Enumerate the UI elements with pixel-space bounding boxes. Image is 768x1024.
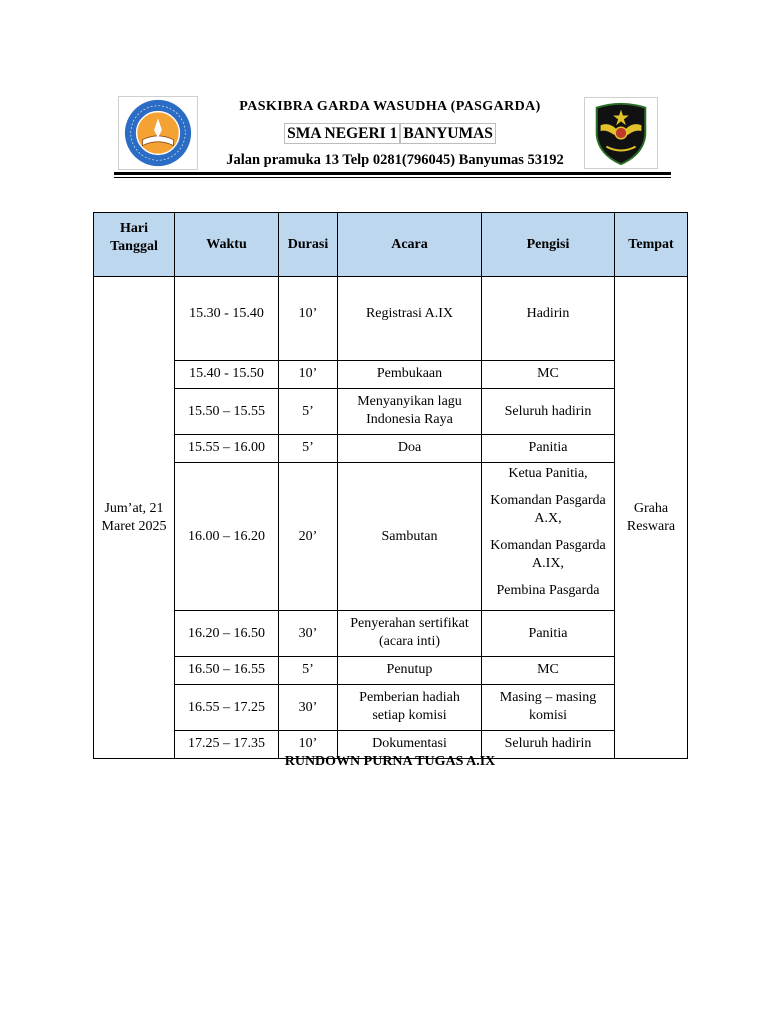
pengisi-cell: Panitia [482, 435, 615, 463]
school-address: Jalan pramuka 13 Telp 0281(796045) Banyumas 53192 [226, 152, 564, 168]
table-row [94, 361, 688, 389]
pengisi-item: Komandan Pasgarda A.IX, [490, 538, 606, 571]
waktu-cell: 17.25 – 17.35 [175, 731, 279, 759]
header-hari-tanggal: Hari Tanggal [94, 213, 175, 277]
pengisi-cell: Seluruh hadirin [482, 731, 615, 759]
rundown-table [93, 212, 688, 759]
table-header-row [94, 213, 688, 277]
waktu-cell: 16.00 – 16.20 [175, 463, 279, 611]
durasi-cell: 20’ [279, 463, 338, 611]
pengisi-cell [482, 463, 615, 611]
acara-cell: Registrasi A.IX [338, 277, 482, 361]
acara-cell: Doa [338, 435, 482, 463]
table-row [94, 277, 688, 361]
waktu-cell: 16.55 – 17.25 [175, 685, 279, 731]
waktu-cell: 16.50 – 16.55 [175, 657, 279, 685]
pengisi-cell: Seluruh hadirin [482, 389, 615, 435]
letterhead-divider [114, 172, 671, 175]
durasi-cell: 5’ [279, 435, 338, 463]
header-tempat: Tempat [615, 213, 688, 277]
tempat-cell: Graha Reswara [615, 277, 688, 759]
hari-tanggal-cell: Jum’at, 21 Maret 2025 [94, 277, 175, 759]
school-name [200, 125, 580, 143]
acara-cell: Menyanyikan lagu Indonesia Raya [338, 389, 482, 435]
pengisi-cell: MC [482, 361, 615, 389]
waktu-cell: 15.30 - 15.40 [175, 277, 279, 361]
header-durasi: Durasi [279, 213, 338, 277]
acara-cell: Penyerahan sertifikat (acara inti) [338, 611, 482, 657]
durasi-cell: 30’ [279, 611, 338, 657]
school-name-part2: BANYUMAS [400, 123, 496, 144]
pengisi-item: Komandan Pasgarda A.X, [490, 493, 606, 526]
letterhead-divider-thin [114, 177, 671, 178]
waktu-cell: 15.40 - 15.50 [175, 361, 279, 389]
table-caption: RUNDOWN PURNA TUGAS A.IX [284, 754, 496, 769]
pengisi-item: Ketua Panitia, [508, 466, 588, 481]
acara-cell: Sambutan [338, 463, 482, 611]
acara-cell: Pembukaan [338, 361, 482, 389]
header-acara: Acara [338, 213, 482, 277]
table-row [94, 389, 688, 435]
table-row [94, 435, 688, 463]
table-row [94, 611, 688, 657]
table-row [94, 657, 688, 685]
acara-cell: Pemberian hadiah setiap komisi [338, 685, 482, 731]
pasgarda-shield-icon [585, 98, 657, 168]
header-pengisi: Pengisi [482, 213, 615, 277]
pengisi-item: Pembina Pasgarda [496, 583, 600, 598]
acara-cell: Dokumentasi [338, 731, 482, 759]
table-row [94, 685, 688, 731]
durasi-cell: 10’ [279, 731, 338, 759]
durasi-cell: 5’ [279, 389, 338, 435]
durasi-cell: 30’ [279, 685, 338, 731]
table-row [94, 463, 688, 611]
school-logo [118, 96, 198, 170]
durasi-cell: 10’ [279, 277, 338, 361]
school-name-part1: SMA NEGERI 1 [284, 123, 400, 144]
pengisi-cell: MC [482, 657, 615, 685]
durasi-cell: 10’ [279, 361, 338, 389]
acara-cell: Penutup [338, 657, 482, 685]
waktu-cell: 15.55 – 16.00 [175, 435, 279, 463]
waktu-cell: 15.50 – 15.55 [175, 389, 279, 435]
header-waktu: Waktu [175, 213, 279, 277]
pengisi-cell: Panitia [482, 611, 615, 657]
waktu-cell: 16.20 – 16.50 [175, 611, 279, 657]
pengisi-cell: Hadirin [482, 277, 615, 361]
pasgarda-logo [584, 97, 658, 169]
school-seal-icon [119, 97, 197, 169]
pengisi-cell: Masing – masing komisi [482, 685, 615, 731]
durasi-cell: 5’ [279, 657, 338, 685]
org-name: PASKIBRA GARDA WASUDHA (PASGARDA) [239, 99, 541, 114]
